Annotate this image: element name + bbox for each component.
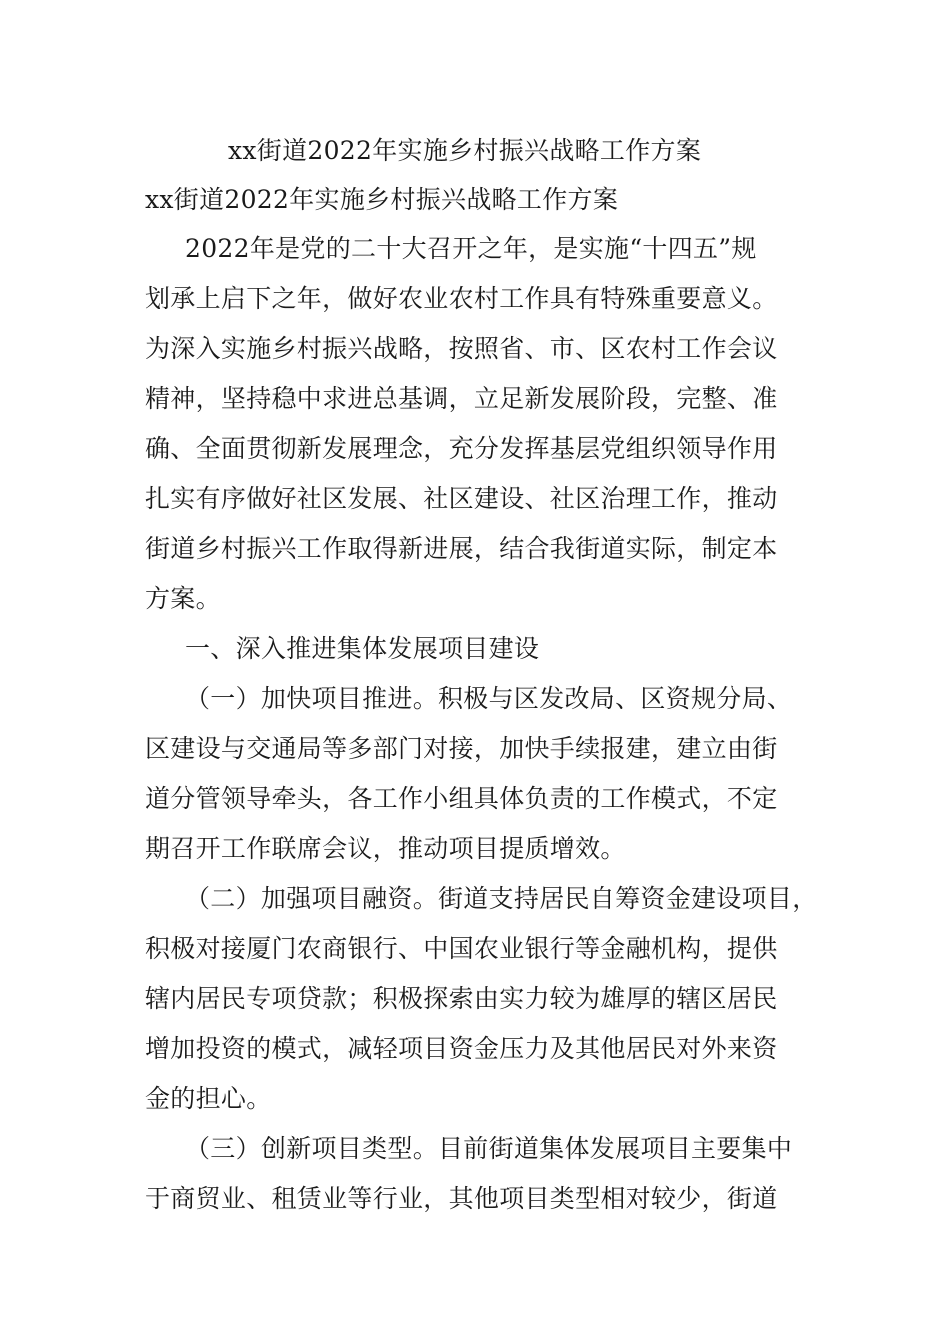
- paragraph-line: 道分管领导牵头，各工作小组具体负责的工作模式，不定: [145, 784, 778, 813]
- paragraph-line: （三）创新项目类型。目前街道集体发展项目主要集中: [185, 1134, 793, 1163]
- paragraph-line: 金的担心。: [145, 1084, 272, 1113]
- paragraph-line: 积极对接厦门农商银行、中国农业银行等金融机构，提供: [145, 934, 778, 963]
- document-title: xx街道2022年实施乡村振兴战略工作方案: [228, 136, 702, 165]
- paragraph-line: 辖内居民专项贷款；积极探索由实力较为雄厚的辖区居民: [145, 984, 778, 1013]
- paragraph-line: 方案。: [145, 584, 221, 613]
- section-heading: 一、深入推进集体发展项目建设: [185, 634, 540, 663]
- paragraph-line: 确、全面贯彻新发展理念，充分发挥基层党组织领导作用: [145, 434, 778, 463]
- paragraph-line: 于商贸业、租赁业等行业，其他项目类型相对较少，街道: [145, 1184, 778, 1213]
- document-subtitle: xx街道2022年实施乡村振兴战略工作方案: [145, 185, 619, 214]
- paragraph-line: 为深入实施乡村振兴战略，按照省、市、区农村工作会议: [145, 334, 778, 363]
- paragraph-line: （一）加快项目推进。积极与区发改局、区资规分局、: [185, 684, 793, 713]
- paragraph-line: 精神，坚持稳中求进总基调，立足新发展阶段，完整、准: [145, 384, 778, 413]
- paragraph-line: 增加投资的模式，减轻项目资金压力及其他居民对外来资: [145, 1034, 778, 1063]
- paragraph-line: （二）加强项目融资。街道支持居民自筹资金建设项目，: [185, 884, 818, 913]
- paragraph-line: 区建设与交通局等多部门对接，加快手续报建，建立由街: [145, 734, 778, 763]
- paragraph-line: 扎实有序做好社区发展、社区建设、社区治理工作，推动: [145, 484, 778, 513]
- paragraph-line: 2022年是党的二十大召开之年，是实施“十四五”规: [185, 234, 757, 263]
- paragraph-line: 期召开工作联席会议，推动项目提质增效。: [145, 834, 626, 863]
- paragraph-line: 划承上启下之年，做好农业农村工作具有特殊重要意义。: [145, 284, 778, 313]
- paragraph-line: 街道乡村振兴工作取得新进展，结合我街道实际，制定本: [145, 534, 778, 563]
